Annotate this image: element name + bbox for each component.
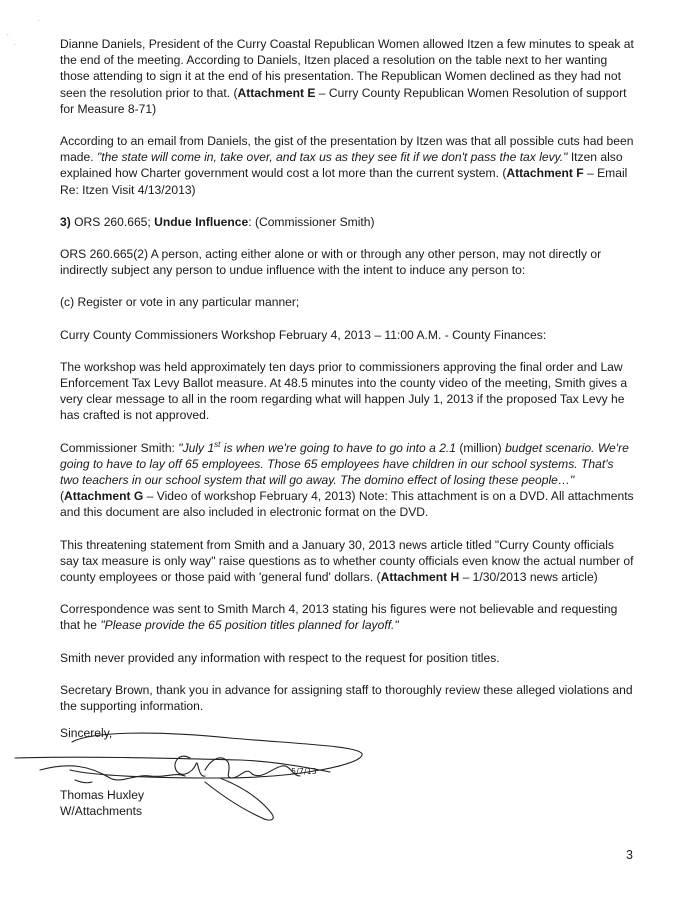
scan-speck: - xyxy=(6,30,9,39)
paragraph-daniels-email xyxy=(60,133,635,198)
paragraph-statute-clause-c xyxy=(60,294,635,310)
text-run: Attachment E xyxy=(237,85,316,100)
text-run: ORS 260.665; xyxy=(70,214,155,229)
letter-body xyxy=(60,36,635,730)
paragraph-smith-quote xyxy=(60,440,635,521)
text-run: (million) xyxy=(456,440,506,455)
text-run: – Curry County Republican Women Resolution of support for Measure 8-71) xyxy=(60,85,627,116)
text-run: Dianne Daniels, President of the Curry Coastal Republican Women allowed Itzen a few minutes to speak at the end of the meeting. According to Daniels, Itzen placed a resolution on the table next to her wanting those attending to sign it at the end of his presentation. The Republican Women declined as they had not seen the resolution prior to that. ( xyxy=(60,37,634,100)
text-run: Itzen also explained how Charter government would cost a lot more than the current system. ( xyxy=(60,150,623,181)
text-run: "Please provide the 65 position titles planned for layoff." xyxy=(100,618,399,633)
handwritten-signature xyxy=(0,718,699,838)
text-run: – Video of workshop February 4, 2013) Note: This attachment is on a DVD. All attachments and this document are also included in electronic format on the DVD. xyxy=(60,489,634,520)
text-run: ORS 260.665(2) A person, acting either alone or with or through any other person, may not directly or indirectly subject any person to undue influence with the intent to induce any person to: xyxy=(60,247,602,278)
text-run: Attachment F xyxy=(506,166,584,181)
paragraph-workshop-heading xyxy=(60,327,635,343)
paragraph-correspondence xyxy=(60,601,635,633)
signature-block xyxy=(0,718,699,838)
text-run: "July 1 xyxy=(178,440,215,455)
paragraph-threatening-statement xyxy=(60,537,635,586)
text-run: ( xyxy=(60,489,65,504)
page-number: 3 xyxy=(626,848,633,862)
text-run: Attachment G xyxy=(64,489,144,504)
paragraph-no-info-provided xyxy=(60,650,635,666)
paragraph-workshop-description xyxy=(60,359,635,424)
paragraph-daniels-resolution xyxy=(60,36,635,117)
text-run: : (Commissioner Smith) xyxy=(248,214,375,229)
signature-date: 5/7/13 xyxy=(291,767,317,776)
text-run: The workshop was held approximately ten days prior to commissioners approving the final order and Law Enforcement Tax Levy Ballot measure. At 48.5 minutes into the county video of the meeting, Smith gives a very clear message to all in the room regarding what will happen July 1, 2013 if the proposed Tax Levy he has crafted is not approved. xyxy=(60,359,628,423)
paragraph-ors-statute xyxy=(60,246,635,278)
text-run: Smith never provided any information with respect to the request for position titles. xyxy=(60,650,500,665)
signer-attachments-note: W/Attachments xyxy=(60,804,142,818)
text-run: Attachment H xyxy=(380,570,460,585)
text-run: st xyxy=(214,439,221,449)
text-run: Commissioner Smith: xyxy=(60,440,179,455)
text-run: – 1/30/2013 news article) xyxy=(459,570,598,585)
text-run: Correspondence was sent to Smith March 4, 2013 stating his figures were not believable and requesting that he xyxy=(60,602,618,633)
closing-sincerely: Sincerely, xyxy=(60,726,113,740)
text-run: Undue Influence xyxy=(154,214,249,229)
paragraph-thank-you xyxy=(60,682,635,714)
section-heading-undue-influence xyxy=(60,214,635,230)
text-run: This threatening statement from Smith and a January 30, 2013 news article titled "Curry County officials say tax measure is only way" raise questions as to whether county officials even know the actual number of county employees or those paid with 'general fund' dollars. ( xyxy=(60,537,634,585)
text-run: is when we're going to have to go into a 2.1 xyxy=(220,440,457,455)
text-run: (c) Register or vote in any particular manner; xyxy=(60,295,300,310)
scan-speck: . xyxy=(14,38,17,47)
signer-name: Thomas Huxley xyxy=(60,788,145,802)
text-run: Curry County Commissioners Workshop February 4, 2013 – 11:00 A.M. - County Finances: xyxy=(60,327,547,342)
text-run: "the state will come in, take over, and tax us as they see fit if we don't pass the tax levy." xyxy=(96,150,568,165)
text-run: According to an email from Daniels, the gist of the presentation by Itzen was that all possible cuts had been made. xyxy=(60,134,634,165)
text-run: Secretary Brown, thank you in advance for assigning staff to thoroughly review these alleged violations and the supporting information. xyxy=(60,682,633,714)
text-run: budget scenario. We're going to have to lay off 65 employees. Those 65 employees have children in our school systems. That's two teachers in our school system that will go away. The domino effect of losing these people…" xyxy=(60,440,629,488)
text-run: – Email Re: Itzen Visit 4/13/2013) xyxy=(60,166,628,197)
scan-speck: . xyxy=(38,14,41,23)
text-run: 3) xyxy=(60,214,71,229)
